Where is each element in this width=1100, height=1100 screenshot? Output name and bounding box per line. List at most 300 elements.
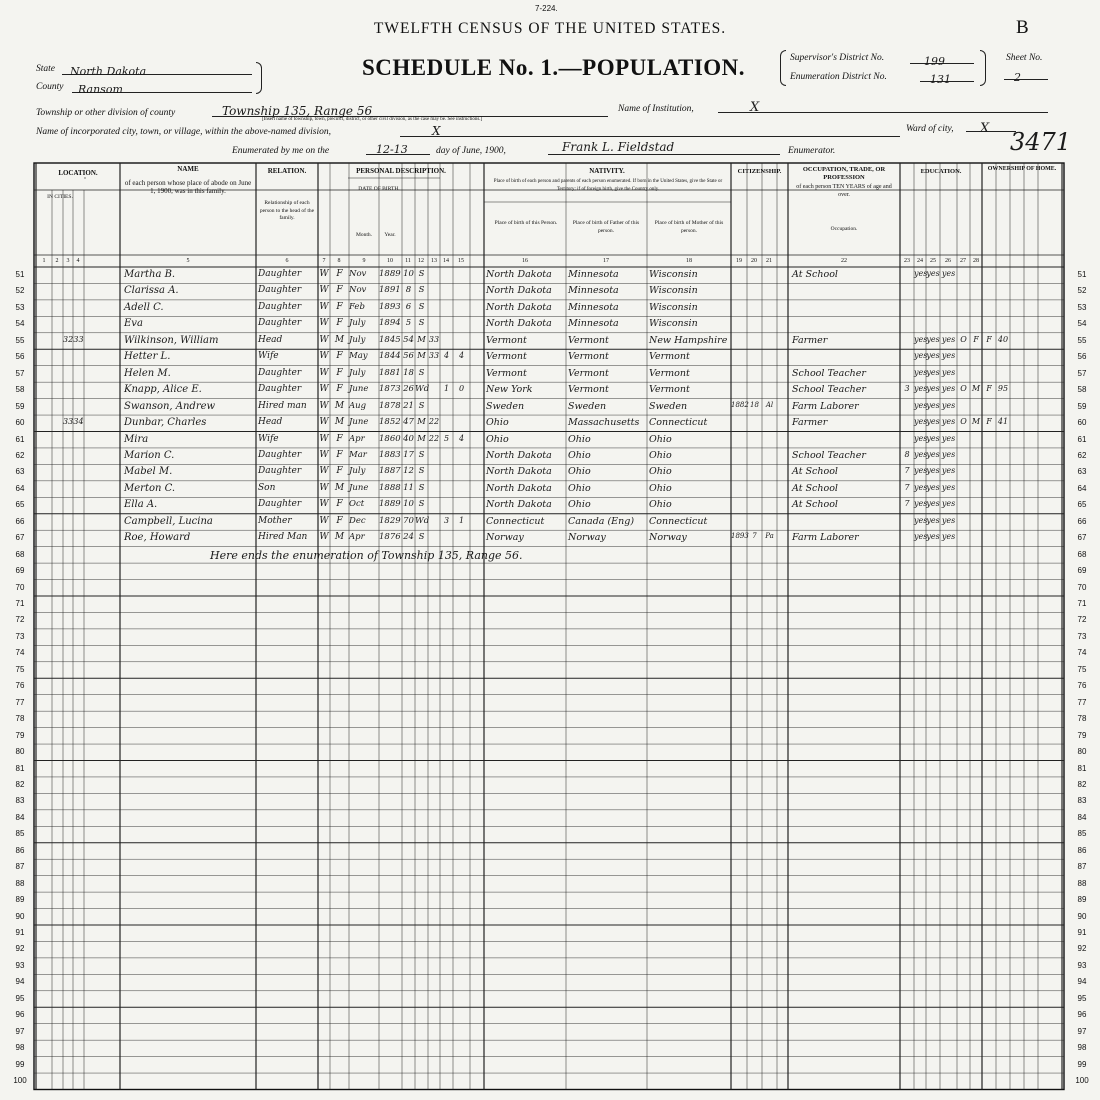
- age-cell: 6: [405, 301, 412, 312]
- relation-cell: Daughter: [258, 301, 302, 312]
- column-number: 14: [443, 258, 449, 264]
- location-header: LOCATION.: [58, 169, 98, 177]
- birth-year-cell: 1887: [379, 466, 401, 477]
- birthplace-cell: Vermont: [486, 367, 527, 379]
- line-number: 92: [1077, 944, 1087, 954]
- color-cell: W: [319, 466, 329, 477]
- years-married-cell: 22: [428, 433, 440, 443]
- mother-of-cell: 5: [443, 433, 450, 443]
- column-number: 17: [603, 258, 609, 264]
- color-cell: W: [319, 367, 329, 378]
- farm-schedule-cell: 41: [997, 417, 1009, 427]
- line-number: 81: [1077, 763, 1087, 773]
- father-birthplace-cell: Ohio: [568, 499, 591, 511]
- marital-cell: Wd: [415, 384, 430, 395]
- birthplace-cell: North Dakota: [486, 466, 552, 478]
- speaks-english-cell: yes: [941, 433, 956, 443]
- mother-birthplace-cell: Ohio: [649, 482, 672, 494]
- person-name: Campbell, Lucina: [124, 515, 213, 527]
- can-write-cell: yes: [926, 499, 940, 509]
- person-name: Marion C.: [124, 449, 175, 461]
- can-write-cell: yes: [926, 433, 940, 443]
- birth-year-cell: 1873: [379, 384, 401, 395]
- personal-description-header: PERSONAL DESCRIPTION.: [356, 167, 446, 175]
- line-number: 68: [15, 549, 25, 559]
- marital-cell: Wd: [415, 515, 430, 526]
- mother-birthplace-cell: Connecticut: [649, 515, 708, 527]
- date-of-birth-header: DATE OF BIRTH.: [358, 186, 400, 192]
- children-living-cell: 1: [458, 515, 465, 525]
- birth-month-cell: July: [349, 318, 366, 329]
- occupation-cell: School Teacher: [792, 384, 866, 396]
- township-value: Township 135, Range 56: [222, 104, 373, 118]
- birth-year-cell: 1891: [379, 285, 401, 296]
- marital-cell: S: [418, 400, 425, 411]
- sheet-letter: B: [1016, 17, 1029, 38]
- sex-cell: F: [336, 301, 343, 312]
- farm-house-cell: F: [986, 417, 992, 427]
- color-cell: W: [319, 318, 329, 329]
- line-number: 70: [15, 582, 25, 592]
- age-cell: 12: [403, 466, 414, 477]
- color-cell: W: [319, 482, 329, 493]
- relation-cell: Daughter: [258, 449, 302, 460]
- line-number: 60: [1077, 418, 1087, 428]
- occupation-cell: At School: [792, 466, 838, 478]
- enumeration-line: [920, 68, 974, 86]
- can-write-cell: yes: [926, 269, 940, 278]
- father-birthplace-cell: Vermont: [568, 351, 609, 363]
- nativity-header: NATIVITY.: [589, 167, 625, 175]
- enumeration-value: 131: [930, 73, 951, 86]
- line-number: 61: [1077, 434, 1087, 444]
- relation-header: RELATION.: [267, 167, 307, 175]
- column-number: 15: [458, 258, 464, 264]
- township-line: [212, 100, 608, 117]
- relation-cell: Daughter: [258, 466, 302, 477]
- occupation-description: of each person TEN YEARS of age and over.: [796, 184, 892, 198]
- relation-cell: Hired Man: [258, 532, 308, 543]
- supervisor-label: Supervisor's District No.: [790, 53, 885, 63]
- color-cell: W: [319, 400, 329, 411]
- speaks-english-cell: yes: [941, 466, 956, 476]
- mother-birthplace-cell: Sweden: [649, 400, 688, 412]
- birth-year-cell: 1829: [379, 515, 401, 526]
- column-number: 24: [917, 258, 923, 264]
- father-birthplace-cell: Sweden: [568, 400, 607, 412]
- in-cities-header: IN CITIES.: [47, 194, 73, 200]
- line-number: 53: [1077, 302, 1087, 312]
- age-cell: 10: [403, 499, 414, 510]
- can-write-cell: yes: [926, 515, 940, 525]
- birthplace-father-header: Place of birth of Father of this person.: [572, 220, 640, 234]
- speaks-english-cell: yes: [941, 351, 956, 361]
- ward-line: [966, 117, 1016, 136]
- age-cell: 40: [403, 433, 414, 444]
- person-name: Adell C.: [124, 301, 164, 313]
- occupation-header: OCCUPATION, TRADE, OR PROFESSION: [802, 166, 886, 181]
- birthplace-mother-header: Place of birth of Mother of this person.: [654, 220, 724, 234]
- relation-cell: Head: [258, 334, 283, 345]
- line-number: 83: [1077, 796, 1087, 806]
- age-cell: 17: [403, 449, 414, 460]
- speaks-english-cell: yes: [941, 269, 956, 278]
- relation-cell: Mother: [258, 515, 292, 526]
- sex-cell: M: [334, 532, 345, 543]
- sex-cell: M: [334, 334, 345, 345]
- line-number: 54: [1077, 319, 1087, 329]
- column-number: 4: [76, 258, 80, 264]
- father-birthplace-cell: Canada (Eng): [568, 515, 635, 527]
- closing-statement: Here ends the enumeration of Township 135, Range 56.: [210, 548, 523, 562]
- father-birthplace-cell: Minnesota: [568, 318, 619, 330]
- person-name: Knapp, Alice E.: [124, 384, 202, 396]
- enumerated-mid: day of June, 1900,: [436, 146, 506, 156]
- line-number: 93: [1077, 960, 1087, 970]
- column-number: 10: [387, 258, 393, 264]
- line-number: 80: [1077, 747, 1087, 757]
- marital-cell: M: [417, 351, 426, 362]
- age-cell: 56: [403, 351, 414, 362]
- line-number: 99: [15, 1059, 25, 1069]
- column-number: 5: [186, 258, 190, 264]
- marital-cell: M: [417, 334, 426, 345]
- line-number: 91: [1077, 928, 1087, 937]
- column-number: 18: [686, 258, 692, 264]
- speaks-english-cell: yes: [941, 449, 956, 459]
- line-number: 88: [1077, 878, 1087, 888]
- mother-birthplace-cell: New Hampshire: [649, 334, 728, 346]
- occupation-cell: At School: [792, 482, 838, 494]
- birth-year-cell: 1883: [379, 449, 401, 460]
- line-number: 96: [1077, 1010, 1087, 1020]
- bracket-sheet: [980, 50, 986, 86]
- free-mortgaged-cell: M: [971, 417, 981, 427]
- line-number: 61: [15, 434, 25, 444]
- column-number: 20: [751, 258, 757, 264]
- month-header: Month.: [355, 232, 373, 238]
- census-title: TWELFTH CENSUS OF THE UNITED STATES.: [373, 20, 727, 37]
- sex-cell: F: [336, 433, 343, 444]
- line-number: 62: [1077, 450, 1087, 460]
- can-write-cell: yes: [926, 449, 940, 459]
- supervisor-line: [910, 50, 974, 68]
- line-number: 68: [1077, 549, 1087, 559]
- mother-birthplace-cell: Wisconsin: [649, 269, 698, 280]
- column-number: 28: [973, 258, 979, 264]
- owned-rented-cell: O: [960, 417, 967, 427]
- line-number: 94: [15, 977, 25, 987]
- birth-month-cell: July: [349, 367, 366, 378]
- birth-month-cell: Aug: [349, 400, 367, 411]
- name-description: of each person whose place of abode on June 1, 1900, was in this family.: [124, 179, 252, 195]
- line-number: 97: [1077, 1026, 1087, 1036]
- relation-cell: Daughter: [258, 285, 302, 296]
- age-cell: 18: [403, 367, 414, 378]
- line-number: 70: [1077, 582, 1087, 592]
- line-number: 58: [15, 385, 25, 395]
- mother-birthplace-cell: Ohio: [649, 466, 672, 478]
- line-number: 57: [15, 368, 25, 378]
- birth-month-cell: Feb: [349, 301, 365, 312]
- line-number: 51: [15, 270, 25, 279]
- line-number: 67: [1077, 533, 1087, 543]
- line-number: 69: [15, 566, 25, 576]
- supervisor-value: 199: [924, 55, 945, 68]
- sex-cell: F: [336, 449, 343, 460]
- color-cell: W: [319, 532, 329, 543]
- mother-birthplace-cell: Vermont: [649, 367, 690, 379]
- line-number: 52: [1077, 286, 1087, 296]
- column-number: 22: [841, 258, 847, 264]
- sex-cell: F: [336, 384, 343, 395]
- line-number: 100: [13, 1076, 27, 1086]
- dwelling-number: 33: [63, 417, 74, 427]
- months-school-cell: 3: [904, 384, 910, 394]
- column-number: 21: [766, 258, 772, 264]
- line-number: 94: [1077, 977, 1087, 987]
- line-number: 54: [15, 319, 25, 329]
- line-number: 52: [15, 286, 25, 296]
- birth-year-cell: 1889: [379, 269, 401, 279]
- occupation-cell: School Teacher: [792, 449, 866, 461]
- months-school-cell: 7: [904, 499, 910, 509]
- person-name: Merton C.: [124, 482, 176, 494]
- ward-value: X: [980, 121, 990, 136]
- birthplace-cell: North Dakota: [486, 482, 552, 494]
- column-number: 11: [405, 258, 411, 264]
- marital-cell: S: [418, 482, 425, 493]
- color-cell: W: [319, 301, 329, 312]
- speaks-english-cell: yes: [941, 499, 956, 509]
- speaks-english-cell: yes: [941, 400, 956, 410]
- sex-cell: M: [334, 482, 345, 493]
- column-number: 16: [522, 258, 528, 264]
- person-name: Clarissa A.: [124, 285, 179, 297]
- person-name: Eva: [124, 318, 143, 330]
- column-number: 19: [736, 258, 742, 264]
- can-read-cell: yes: [914, 515, 928, 525]
- can-read-cell: yes: [914, 367, 928, 377]
- sex-cell: M: [334, 417, 345, 428]
- line-number: 96: [15, 1010, 25, 1020]
- line-number: 86: [15, 845, 25, 855]
- schedule-title: SCHEDULE No. 1.—POPULATION.: [362, 55, 746, 80]
- line-number: 73: [15, 631, 25, 641]
- age-cell: 21: [403, 400, 414, 411]
- column-number: 6: [285, 258, 289, 264]
- years-married-cell: 33: [428, 334, 440, 344]
- birth-month-cell: Apr: [349, 532, 365, 543]
- person-name: Mira: [124, 433, 149, 445]
- owned-rented-cell: O: [960, 334, 967, 344]
- age-cell: 47: [403, 417, 414, 428]
- father-birthplace-cell: Ohio: [568, 466, 591, 478]
- marital-cell: S: [418, 285, 425, 296]
- birth-year-cell: 1889: [379, 499, 401, 510]
- mother-birthplace-cell: Vermont: [649, 351, 690, 363]
- enumerator-label: Enumerator.: [788, 146, 836, 156]
- line-number: 81: [15, 763, 25, 773]
- can-read-cell: yes: [914, 433, 928, 443]
- speaks-english-cell: yes: [941, 532, 956, 542]
- stamped-number: 3471: [1010, 128, 1072, 156]
- line-number: 62: [15, 450, 25, 460]
- age-cell: 8: [405, 285, 412, 296]
- farm-schedule-cell: 40: [997, 334, 1009, 344]
- person-name: Helen M.: [124, 367, 171, 379]
- father-birthplace-cell: Minnesota: [568, 285, 619, 297]
- line-number: 95: [1077, 993, 1087, 1003]
- enumerated-day: 12-13: [376, 143, 408, 156]
- line-number: 56: [15, 352, 25, 362]
- marital-cell: S: [418, 466, 425, 477]
- line-number: 65: [1077, 500, 1087, 510]
- occupation-cell: Farm Laborer: [792, 400, 859, 412]
- years-married-cell: 22: [428, 417, 440, 427]
- birthplace-cell: New York: [486, 384, 533, 396]
- mother-birthplace-cell: Wisconsin: [649, 318, 698, 330]
- township-note: [Insert name of township, town, precinct, district, or other civil division, as the case may be. See instructions.]: [262, 117, 483, 122]
- relation-cell: Daughter: [258, 384, 302, 395]
- county-line: [72, 78, 252, 96]
- months-school-cell: 8: [904, 449, 910, 459]
- line-number: 78: [15, 714, 25, 724]
- line-number: 97: [15, 1026, 25, 1036]
- farm-house-cell: F: [986, 384, 992, 394]
- mother-birthplace-cell: Ohio: [649, 499, 672, 511]
- mother-birthplace-cell: Vermont: [649, 384, 690, 396]
- birth-month-cell: Apr: [349, 433, 365, 444]
- sheet-line: [1004, 66, 1048, 84]
- city-value: X: [432, 124, 441, 138]
- nativity-description: Place of birth of each person and parents of each person enumerated. If born in the United States, give the State or Territory; if of foreign birth, give the Country only.: [493, 179, 723, 192]
- age-cell: 24: [403, 532, 414, 543]
- years-in-us-cell: 7: [752, 532, 757, 541]
- color-cell: W: [319, 384, 329, 395]
- can-read-cell: yes: [914, 400, 928, 410]
- marital-cell: M: [417, 417, 426, 428]
- relation-description: Relationship of each person to the head of the family.: [259, 200, 315, 222]
- line-number: 83: [15, 796, 25, 806]
- person-name: Martha B.: [124, 269, 176, 280]
- color-cell: W: [319, 269, 329, 279]
- free-mortgaged-cell: F: [973, 334, 979, 344]
- column-number: 9: [362, 258, 366, 264]
- marital-cell: S: [418, 499, 425, 510]
- line-number: 74: [1077, 648, 1087, 658]
- enumerator-name: Frank L. Fieldstad: [562, 140, 675, 154]
- line-number: 71: [1077, 599, 1087, 608]
- line-number: 73: [1077, 631, 1087, 641]
- color-cell: W: [319, 433, 329, 444]
- color-cell: W: [319, 334, 329, 345]
- institution-line: [718, 96, 1048, 113]
- relation-cell: Daughter: [258, 318, 302, 329]
- form-number: 7-224.: [535, 4, 558, 13]
- bracket-right: [780, 50, 786, 86]
- line-number: 82: [15, 779, 25, 789]
- sheet-value: 2: [1014, 71, 1021, 84]
- free-mortgaged-cell: M: [971, 384, 981, 394]
- relation-cell: Daughter: [258, 499, 302, 510]
- months-school-cell: 7: [904, 466, 910, 476]
- line-number: 64: [1077, 483, 1087, 493]
- line-number: 87: [15, 862, 25, 872]
- father-birthplace-cell: Minnesota: [568, 301, 619, 313]
- relation-cell: Daughter: [258, 269, 302, 279]
- marital-cell: S: [418, 301, 425, 312]
- enumerator-line: [548, 136, 780, 155]
- line-number: 55: [15, 335, 25, 345]
- can-read-cell: yes: [914, 417, 928, 427]
- birth-year-cell: 1844: [379, 351, 401, 362]
- occupation-cell: School Teacher: [792, 367, 866, 379]
- line-number: 84: [1077, 812, 1087, 822]
- sex-cell: F: [336, 285, 343, 296]
- speaks-english-cell: yes: [941, 384, 956, 394]
- line-number: 59: [1077, 401, 1087, 411]
- line-number: 95: [15, 993, 25, 1003]
- sex-cell: F: [336, 269, 343, 279]
- line-number: 60: [15, 418, 25, 428]
- township-label: Township or other division of county: [36, 108, 176, 118]
- age-cell: 11: [403, 482, 414, 493]
- can-write-cell: yes: [926, 466, 940, 476]
- father-birthplace-cell: Ohio: [568, 482, 591, 494]
- birth-month-cell: June: [349, 417, 369, 428]
- line-number: 100: [1075, 1076, 1089, 1086]
- can-read-cell: yes: [914, 466, 928, 476]
- city-line: [400, 120, 900, 137]
- line-number: 76: [15, 681, 25, 691]
- line-number: 69: [1077, 566, 1087, 576]
- ward-label: Ward of city,: [906, 124, 954, 134]
- years-married-cell: 33: [428, 351, 440, 361]
- column-number: 7: [322, 258, 326, 264]
- father-birthplace-cell: Ohio: [568, 449, 591, 461]
- line-number: 85: [15, 829, 25, 839]
- can-read-cell: yes: [914, 449, 928, 459]
- bracket-left: [256, 62, 262, 94]
- birthplace-cell: Connecticut: [486, 515, 545, 527]
- name-header: NAME: [177, 165, 199, 173]
- relation-cell: Daughter: [258, 367, 302, 378]
- line-number: 72: [15, 615, 25, 625]
- line-number: 66: [15, 516, 25, 526]
- father-birthplace-cell: Ohio: [568, 433, 591, 445]
- city-label: Name of incorporated city, town, or village, within the above-named division,: [36, 127, 331, 137]
- line-number: 91: [15, 928, 25, 937]
- occupation-cell: At School: [792, 269, 838, 280]
- line-number: 92: [15, 944, 25, 954]
- county-value: Ransom: [78, 83, 123, 96]
- line-number: 90: [15, 911, 25, 921]
- ownership-header: OWNERSHIP OF HOME.: [987, 166, 1057, 172]
- birthplace-cell: North Dakota: [486, 269, 552, 280]
- column-number: 25: [930, 258, 936, 264]
- line-number: 64: [15, 483, 25, 493]
- can-read-cell: yes: [914, 269, 928, 278]
- father-birthplace-cell: Massachusetts: [568, 417, 640, 429]
- sex-cell: F: [336, 367, 343, 378]
- birthplace-cell: Norway: [486, 532, 524, 544]
- family-number: 34: [73, 417, 84, 427]
- line-number: 57: [1077, 368, 1087, 378]
- father-birthplace-cell: Minnesota: [568, 269, 619, 280]
- naturalization-cell: Pa: [765, 532, 774, 541]
- sex-cell: M: [334, 400, 345, 411]
